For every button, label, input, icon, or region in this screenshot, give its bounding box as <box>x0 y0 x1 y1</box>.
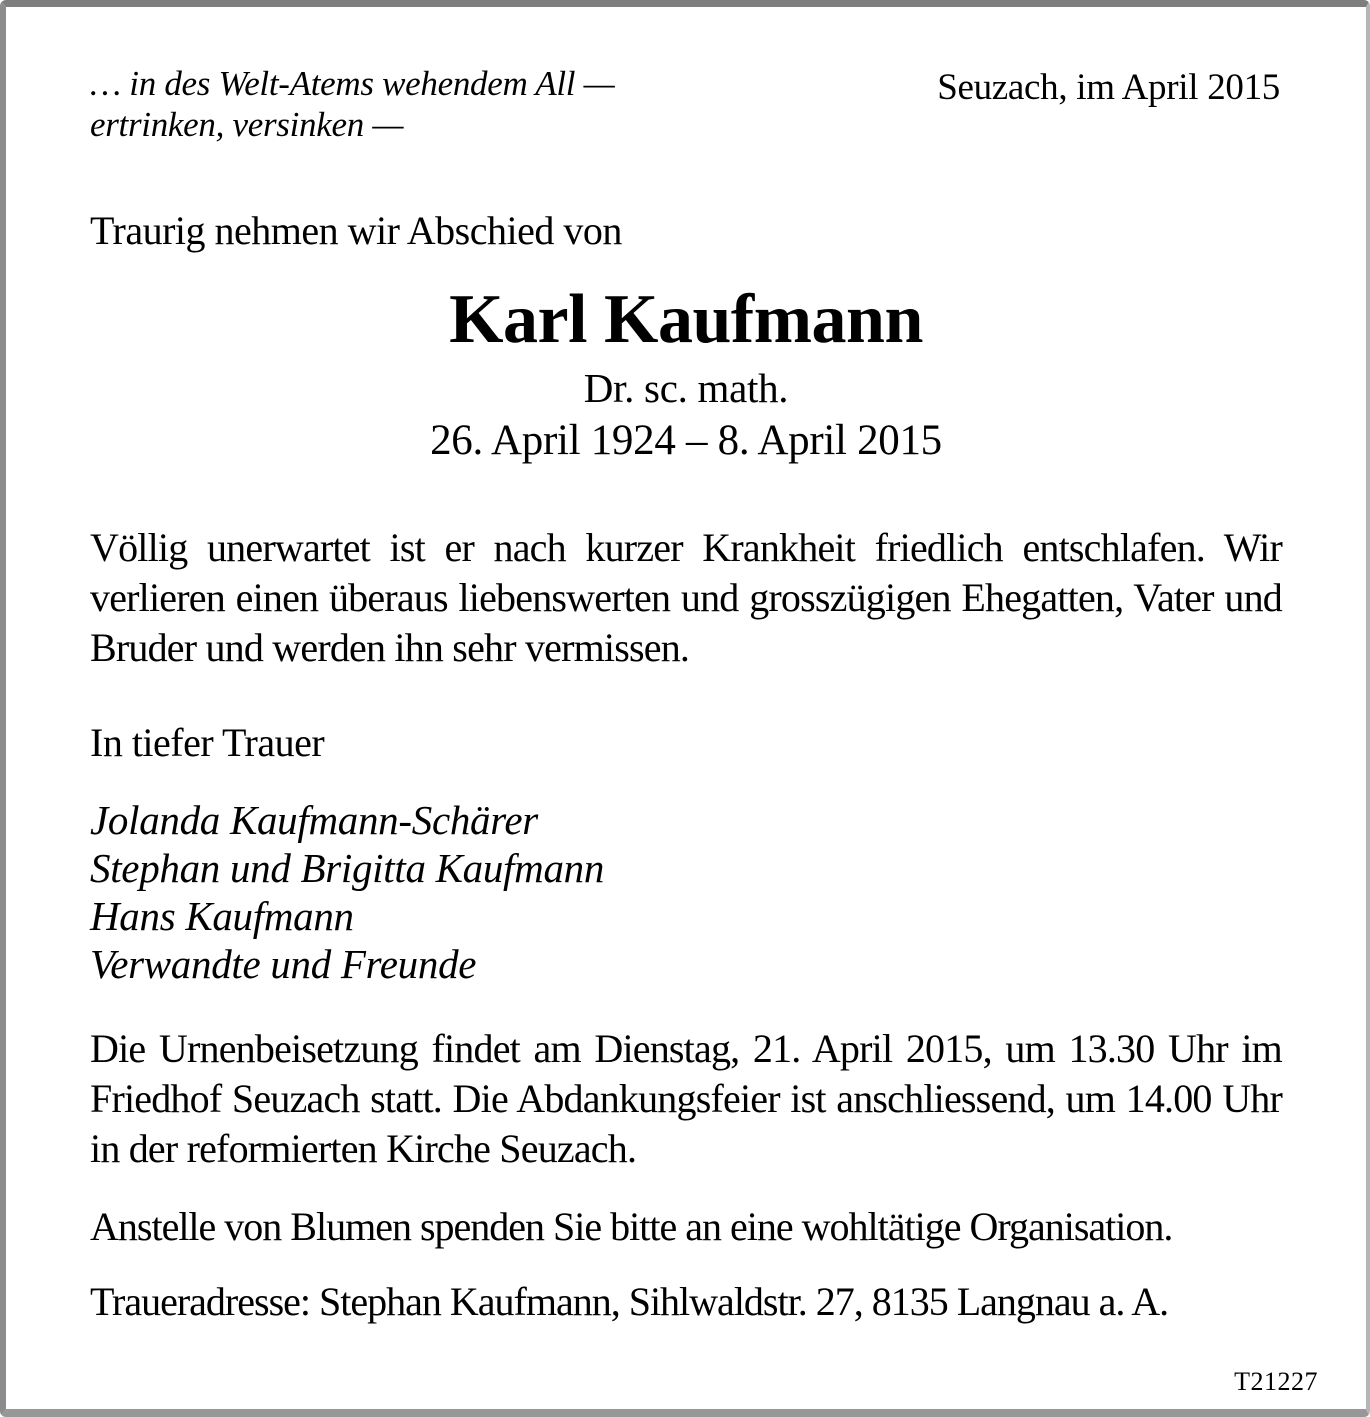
intro-line: Traurig nehmen wir Abschied von <box>90 208 622 253</box>
epigraph-verse <box>90 63 614 145</box>
deceased-title: Dr. sc. math. <box>583 365 789 411</box>
epigraph-line-2: ertrinken, versinken — <box>90 105 404 144</box>
deceased-name: Karl Kaufmann <box>449 281 923 358</box>
obituary-paragraph: Völlig unerwartet ist er nach kurzer Krankheit friedlich entschlafen. Wir verlieren einen überaus liebenswerten und grosszügigen Ehegatten, Vater und Bruder und werden ihn sehr vermissen. <box>90 525 1282 670</box>
service-paragraph: Die Urnenbeisetzung findet am Dienstag, 21. April 2015, um 13.30 Uhr im Friedhof Seuzach statt. Die Abdankungsfeier ist anschliessend, um 14.00 Uhr in der reformierten Kirche Seuzach. <box>90 1026 1282 1171</box>
mourner-line: Stephan und Brigitta Kaufmann <box>90 845 605 891</box>
deceased-life-dates: 26. April 1924 – 8. April 2015 <box>430 417 942 464</box>
mourner-line: Jolanda Kaufmann-Schärer <box>90 797 538 843</box>
reference-code: T21227 <box>1234 1367 1318 1396</box>
mourning-address-line: Traueradresse: Stephan Kaufmann, Sihlwaldstr. 27, 8135 Langnau a. A. <box>90 1279 1169 1324</box>
mourners-list <box>90 796 1282 988</box>
mourner-line: Verwandte und Freunde <box>90 941 477 987</box>
place-dateline: Seuzach, im April 2015 <box>937 67 1280 108</box>
notice-header <box>90 63 1282 145</box>
donation-paragraph: Anstelle von Blumen spenden Sie bitte an eine wohltätige Organisation. <box>90 1204 1173 1249</box>
mourner-line: Hans Kaufmann <box>90 893 354 939</box>
epigraph-line-1: … in des Welt-Atems wehendem All — <box>90 64 615 103</box>
mourning-intro-line: In tiefer Trauer <box>90 720 325 765</box>
